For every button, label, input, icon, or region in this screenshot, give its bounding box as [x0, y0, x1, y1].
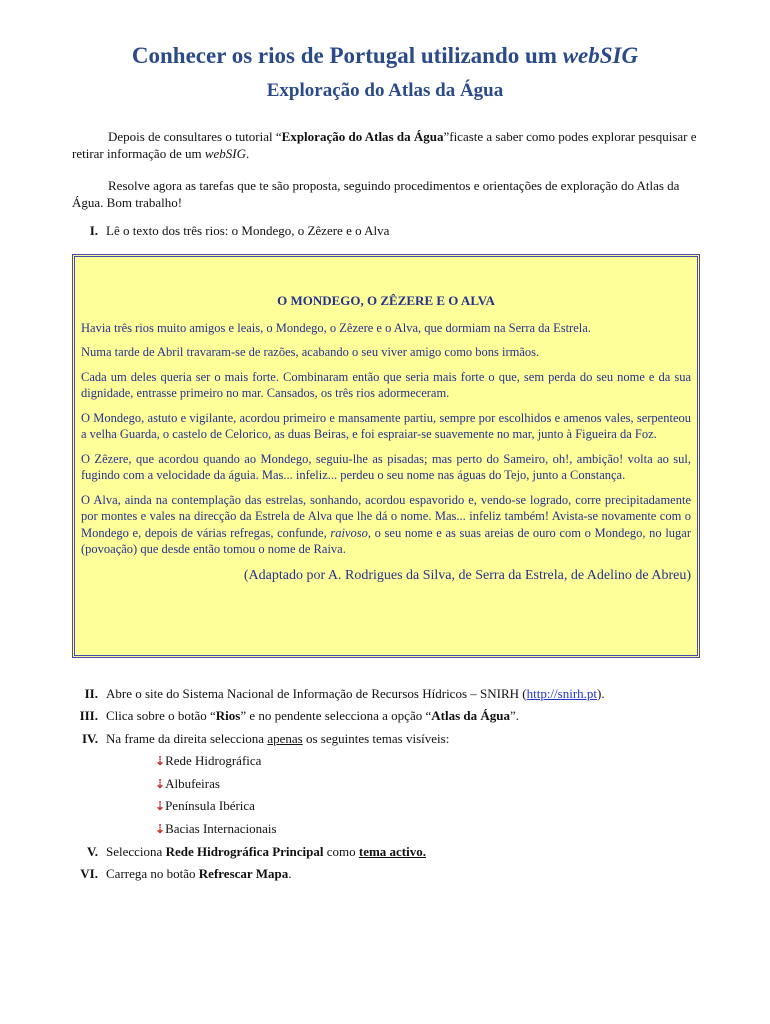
snirh-link[interactable]: http://snirh.pt	[526, 686, 598, 701]
step-6: VI. Carrega no botão Refrescar Mapa.	[80, 866, 292, 881]
page-subtitle: Exploração do Atlas da Água	[266, 80, 504, 101]
step-4: IV. Na frame da direita selecciona apenas os seguintes temas visíveis:	[81, 731, 450, 746]
story-box	[72, 254, 700, 658]
step-2: II. Abre o site do Sistema Nacional de Informação de Recursos Hídricos – SNIRH (http://snirh.pt).	[84, 686, 605, 701]
arrow-icon: ⇣	[155, 799, 166, 813]
theme-item: ⇣Bacias Internacionais	[155, 821, 277, 836]
step-3: III. Clica sobre o botão “Rios” e no pendente selecciona a opção “Atlas da Água”.	[79, 708, 520, 723]
story-source: (Adaptado por A. Rodrigues da Silva, de Serra da Estrela, de Adelino de Abreu)	[243, 567, 691, 583]
arrow-icon: ⇣	[155, 822, 166, 836]
arrow-icon: ⇣	[155, 777, 166, 791]
theme-item: ⇣Rede Hidrográfica	[155, 753, 262, 768]
intro-paragraph: Depois de consultares o tutorial “Exploração do Atlas da Água”ficaste a saber como podes explorar pesquisar e retirar informação de um webSIG.	[72, 129, 697, 161]
story-paragraph: O Mondego, astuto e vigilante, acordou primeiro e mansamente partiu, sempre por escolhidos e amenos vales, serpenteou a velha Guarda, o castelo de Celorico, as duas Beiras, e foi espraiar-se suavemente no mar, junto à Figueira da Foz.	[81, 410, 691, 441]
story-paragraph: O Alva, ainda na contemplação das estrelas, sonhando, acordou espavorido e, vendo-se logrado, corre precipitadamente por montes e vales na direcção da Estrela de Alva que lhe dá o nome. Mas... infeliz também! Avista-se novamente com o Mondego e, depois de várias refregas, confunde, raivoso, o seu nome e as suas areias de ouro com o Mondego, no lugar (povoação) que desde então tomou o nome de Raiva.	[81, 492, 691, 556]
story-paragraph: Havia três rios muito amigos e leais, o Mondego, o Zêzere e o Alva, que dormiam na Serra da Estrela.	[81, 320, 591, 335]
theme-item: ⇣Albufeiras	[155, 776, 220, 791]
step-1: I. Lê o texto dos três rios: o Mondego, o Zêzere e o Alva	[89, 223, 390, 238]
story-paragraph: O Zêzere, que acordou quando ao Mondego, seguiu-lhe as pisadas; mas perto do Sameiro, oh!, ambição! volta ao sul, fugindo com a velocidade da águia. Mas... infeliz... perdeu o seu nome nas águas do Tejo, junto a Constança.	[81, 451, 691, 482]
page-title: Conhecer os rios de Portugal utilizando um webSIG	[131, 43, 639, 68]
theme-item: ⇣Península Ibérica	[155, 798, 255, 813]
arrow-icon: ⇣	[155, 754, 166, 768]
instructions-paragraph: Resolve agora as tarefas que te são proposta, seguindo procedimentos e orientações de exploração do Atlas da Água. Bom trabalho!	[72, 178, 680, 210]
story-paragraph: Numa tarde de Abril travaram-se de razões, acabando o seu viver amigo como bons irmãos.	[81, 345, 540, 359]
step-5: V. Selecciona Rede Hidrográfica Principal como tema activo.	[87, 844, 426, 859]
story-title: O MONDEGO, O ZÊZERE E O ALVA	[277, 293, 495, 308]
story-paragraph: Cada um deles queria ser o mais forte. Combinaram então que seria mais forte o que, sem perda do seu nome e da sua dignidade, entrasse primeiro no mar. Cansados, os três rios adormeceram.	[81, 369, 691, 400]
